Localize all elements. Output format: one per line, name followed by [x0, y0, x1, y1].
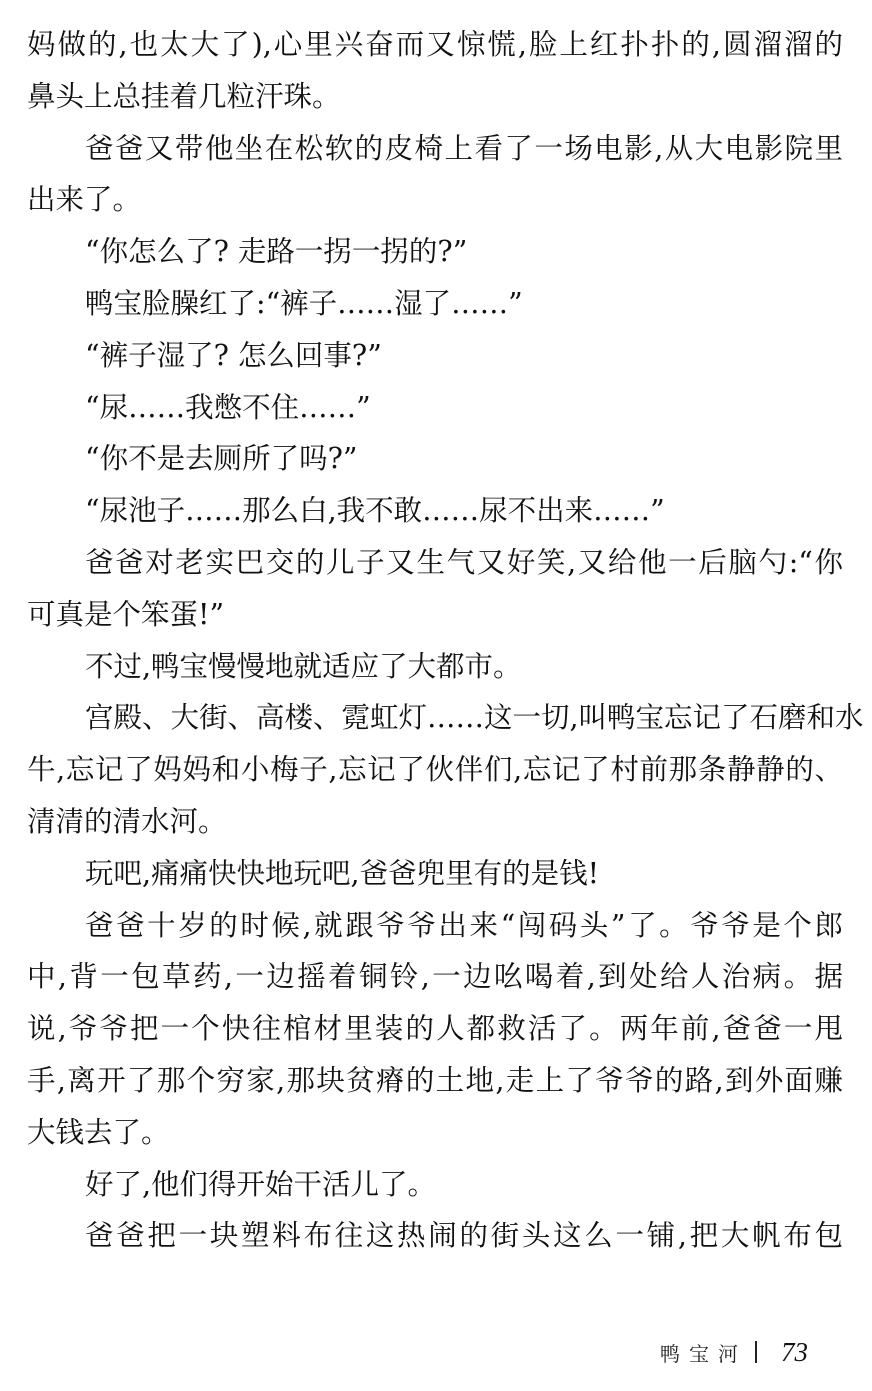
- text-line: 玩吧,痛痛快快地玩吧,爸爸兜里有的是钱!: [85, 856, 600, 890]
- text-line: 可真是个笨蛋!”: [27, 597, 225, 631]
- text-line: 牛,忘记了妈妈和小梅子,忘记了伙伴们,忘记了村前那条静静的、: [27, 753, 843, 787]
- text-line: 出来了。: [27, 183, 142, 217]
- text-line: “你不是去厕所了吗?”: [85, 442, 358, 476]
- text-line: 不过,鸭宝慢慢地就适应了大都市。: [85, 649, 522, 683]
- text-line: 清清的清水河。: [27, 804, 227, 838]
- text-line: 爸爸十岁的时候,就跟爷爷出来“闯码头”了。爷爷是个郎: [85, 908, 843, 942]
- footer-divider: [755, 1341, 757, 1363]
- text-line: 宫殿、大街、高楼、霓虹灯……这一切,叫鸭宝忘记了石磨和水: [85, 701, 864, 735]
- text-line: 爸爸又带他坐在松软的皮椅上看了一场电影,从大电影院里: [85, 131, 843, 165]
- page-footer: [660, 1334, 808, 1370]
- text-line: 妈做的,也太大了),心里兴奋而又惊慌,脸上红扑扑的,圆溜溜的: [27, 28, 843, 61]
- text-line: 好了,他们得开始干活儿了。: [85, 1167, 437, 1201]
- text-line: 说,爷爷把一个快往棺材里装的人都救活了。两年前,爸爸一甩: [27, 1012, 843, 1046]
- body-text: [27, 19, 864, 1262]
- text-line: “尿……我憋不住……”: [85, 390, 371, 424]
- page-number: 73: [781, 1336, 808, 1367]
- text-line: “裤子湿了? 怎么回事?”: [85, 338, 382, 372]
- text-line: 大钱去了。: [27, 1115, 170, 1149]
- text-line: 爸爸对老实巴交的儿子又生气又好笑,又给他一后脑勺:“你: [85, 545, 843, 579]
- text-line: “你怎么了? 走路一拐一拐的?”: [85, 235, 468, 269]
- running-title: 鸭宝河: [660, 1341, 747, 1366]
- text-line: 爸爸把一块塑料布往这热闹的街头这么一铺,把大帆布包: [85, 1219, 843, 1253]
- text-line: 中,背一包草药,一边摇着铜铃,一边吆喝着,到处给人治病。据: [27, 960, 843, 994]
- text-line: 鸭宝脸臊红了:“裤子……湿了……”: [85, 286, 523, 320]
- text-line: 鼻头上总挂着几粒汗珠。: [27, 79, 341, 113]
- text-line: 手,离开了那个穷家,那块贫瘠的土地,走上了爷爷的路,到外面赚: [27, 1063, 843, 1097]
- text-line: “尿池子……那么白,我不敢……尿不出来……”: [85, 494, 665, 528]
